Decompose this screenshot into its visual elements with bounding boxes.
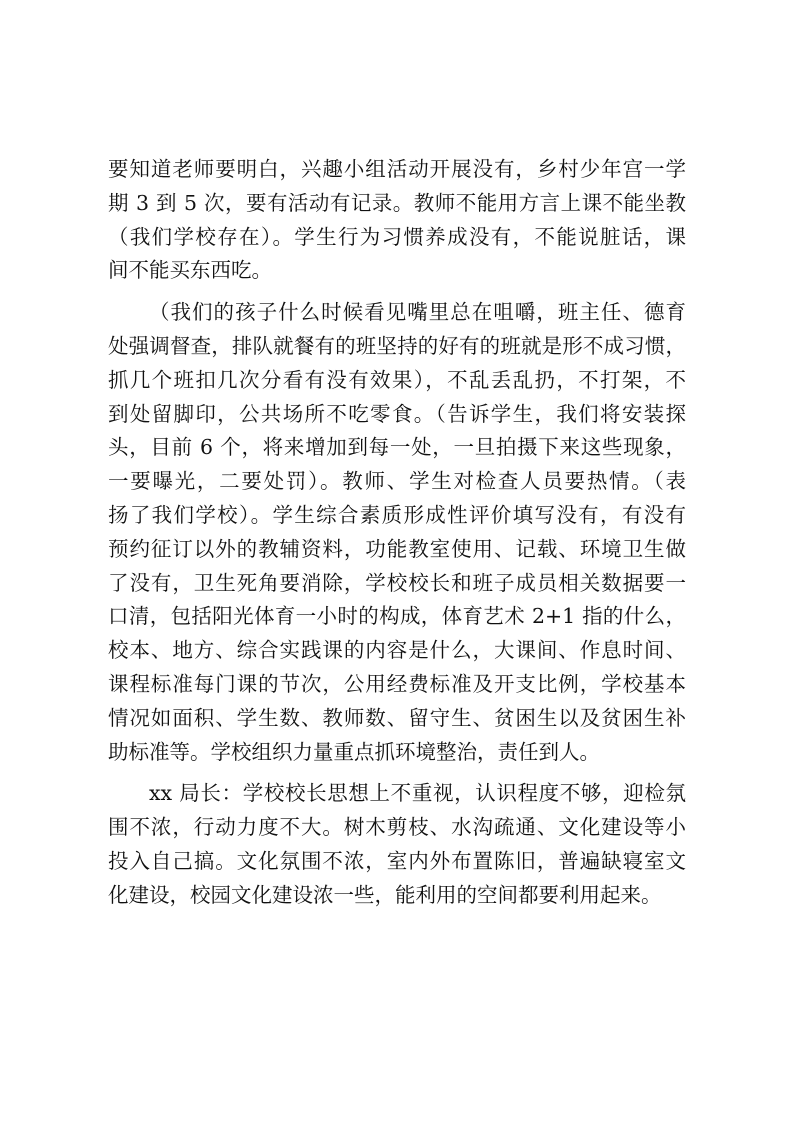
text-line: 助标准等。学校组织力量重点抓环境整治，责任到人。	[108, 739, 600, 764]
text-line: 到处留脚印，公共场所不吃零食。（告诉学生，我们将安装探	[108, 401, 686, 426]
paragraph-2	[108, 296, 686, 769]
text-line: 预约征订以外的教辅资料，功能教室使用、记载、环境卫生做	[108, 536, 686, 561]
text-line: 投入自己搞。文化氛围不浓，室内外布置陈旧，普遍缺寝室文	[108, 848, 686, 873]
text-line: 处强调督查，排队就餐有的班坚持的好有的班就是形不成习惯，	[108, 333, 686, 358]
text-line: 了没有，卫生死角要消除，学校校长和班子成员相关数据要一	[108, 570, 686, 595]
text-line: 口清，包括阳光体育一小时的构成，体育艺术 2+1 指的什么，	[108, 604, 686, 629]
text-line: 抓几个班扣几次分看有没有效果），不乱丢乱扔，不打架，不	[108, 367, 686, 392]
text-line: 化建设，校园文化建设浓一些，能利用的空间都要利用起来。	[108, 882, 662, 907]
text-line: 课程标准每门课的节次，公用经费标准及开支比例，学校基本	[108, 671, 686, 696]
paragraph-3	[108, 777, 686, 912]
text-line: 围不浓，行动力度不大。树木剪枝、水沟疏通、文化建设等小	[108, 815, 686, 840]
text-line: 期 3 到 5 次，要有活动有记录。教师不能用方言上课不能坐教	[108, 190, 686, 215]
text-line: 要知道老师要明白，兴趣小组活动开展没有，乡村少年宫一学	[108, 157, 686, 181]
text-line: 扬了我们学校）。学生综合素质形成性评价填写没有，有没有	[108, 502, 686, 527]
text-line: 头，目前 6 个，将来增加到每一处，一旦拍摄下来这些现象，	[108, 435, 686, 460]
text-line: 一要曝光，二要处罚）。教师、学生对检查人员要热情。（表	[108, 469, 686, 494]
document-body	[108, 153, 686, 913]
text-line: 间不能买东西吃。	[108, 258, 272, 283]
text-line: 校本、地方、综合实践课的内容是什么，大课间、作息时间、	[108, 638, 686, 663]
paragraph-1	[108, 153, 686, 288]
text-line: （我们的孩子什么时候看见嘴里总在咀嚼，班主任、德育	[149, 300, 686, 325]
text-line: 情况如面积、学生数、教师数、留守生、贫困生以及贫困生补	[108, 705, 686, 730]
text-line: （我们学校存在）。学生行为习惯养成没有，不能说脏话，课	[108, 224, 686, 249]
text-line: xx 局长：学校校长思想上不重视，认识程度不够，迎检氛	[149, 781, 686, 806]
